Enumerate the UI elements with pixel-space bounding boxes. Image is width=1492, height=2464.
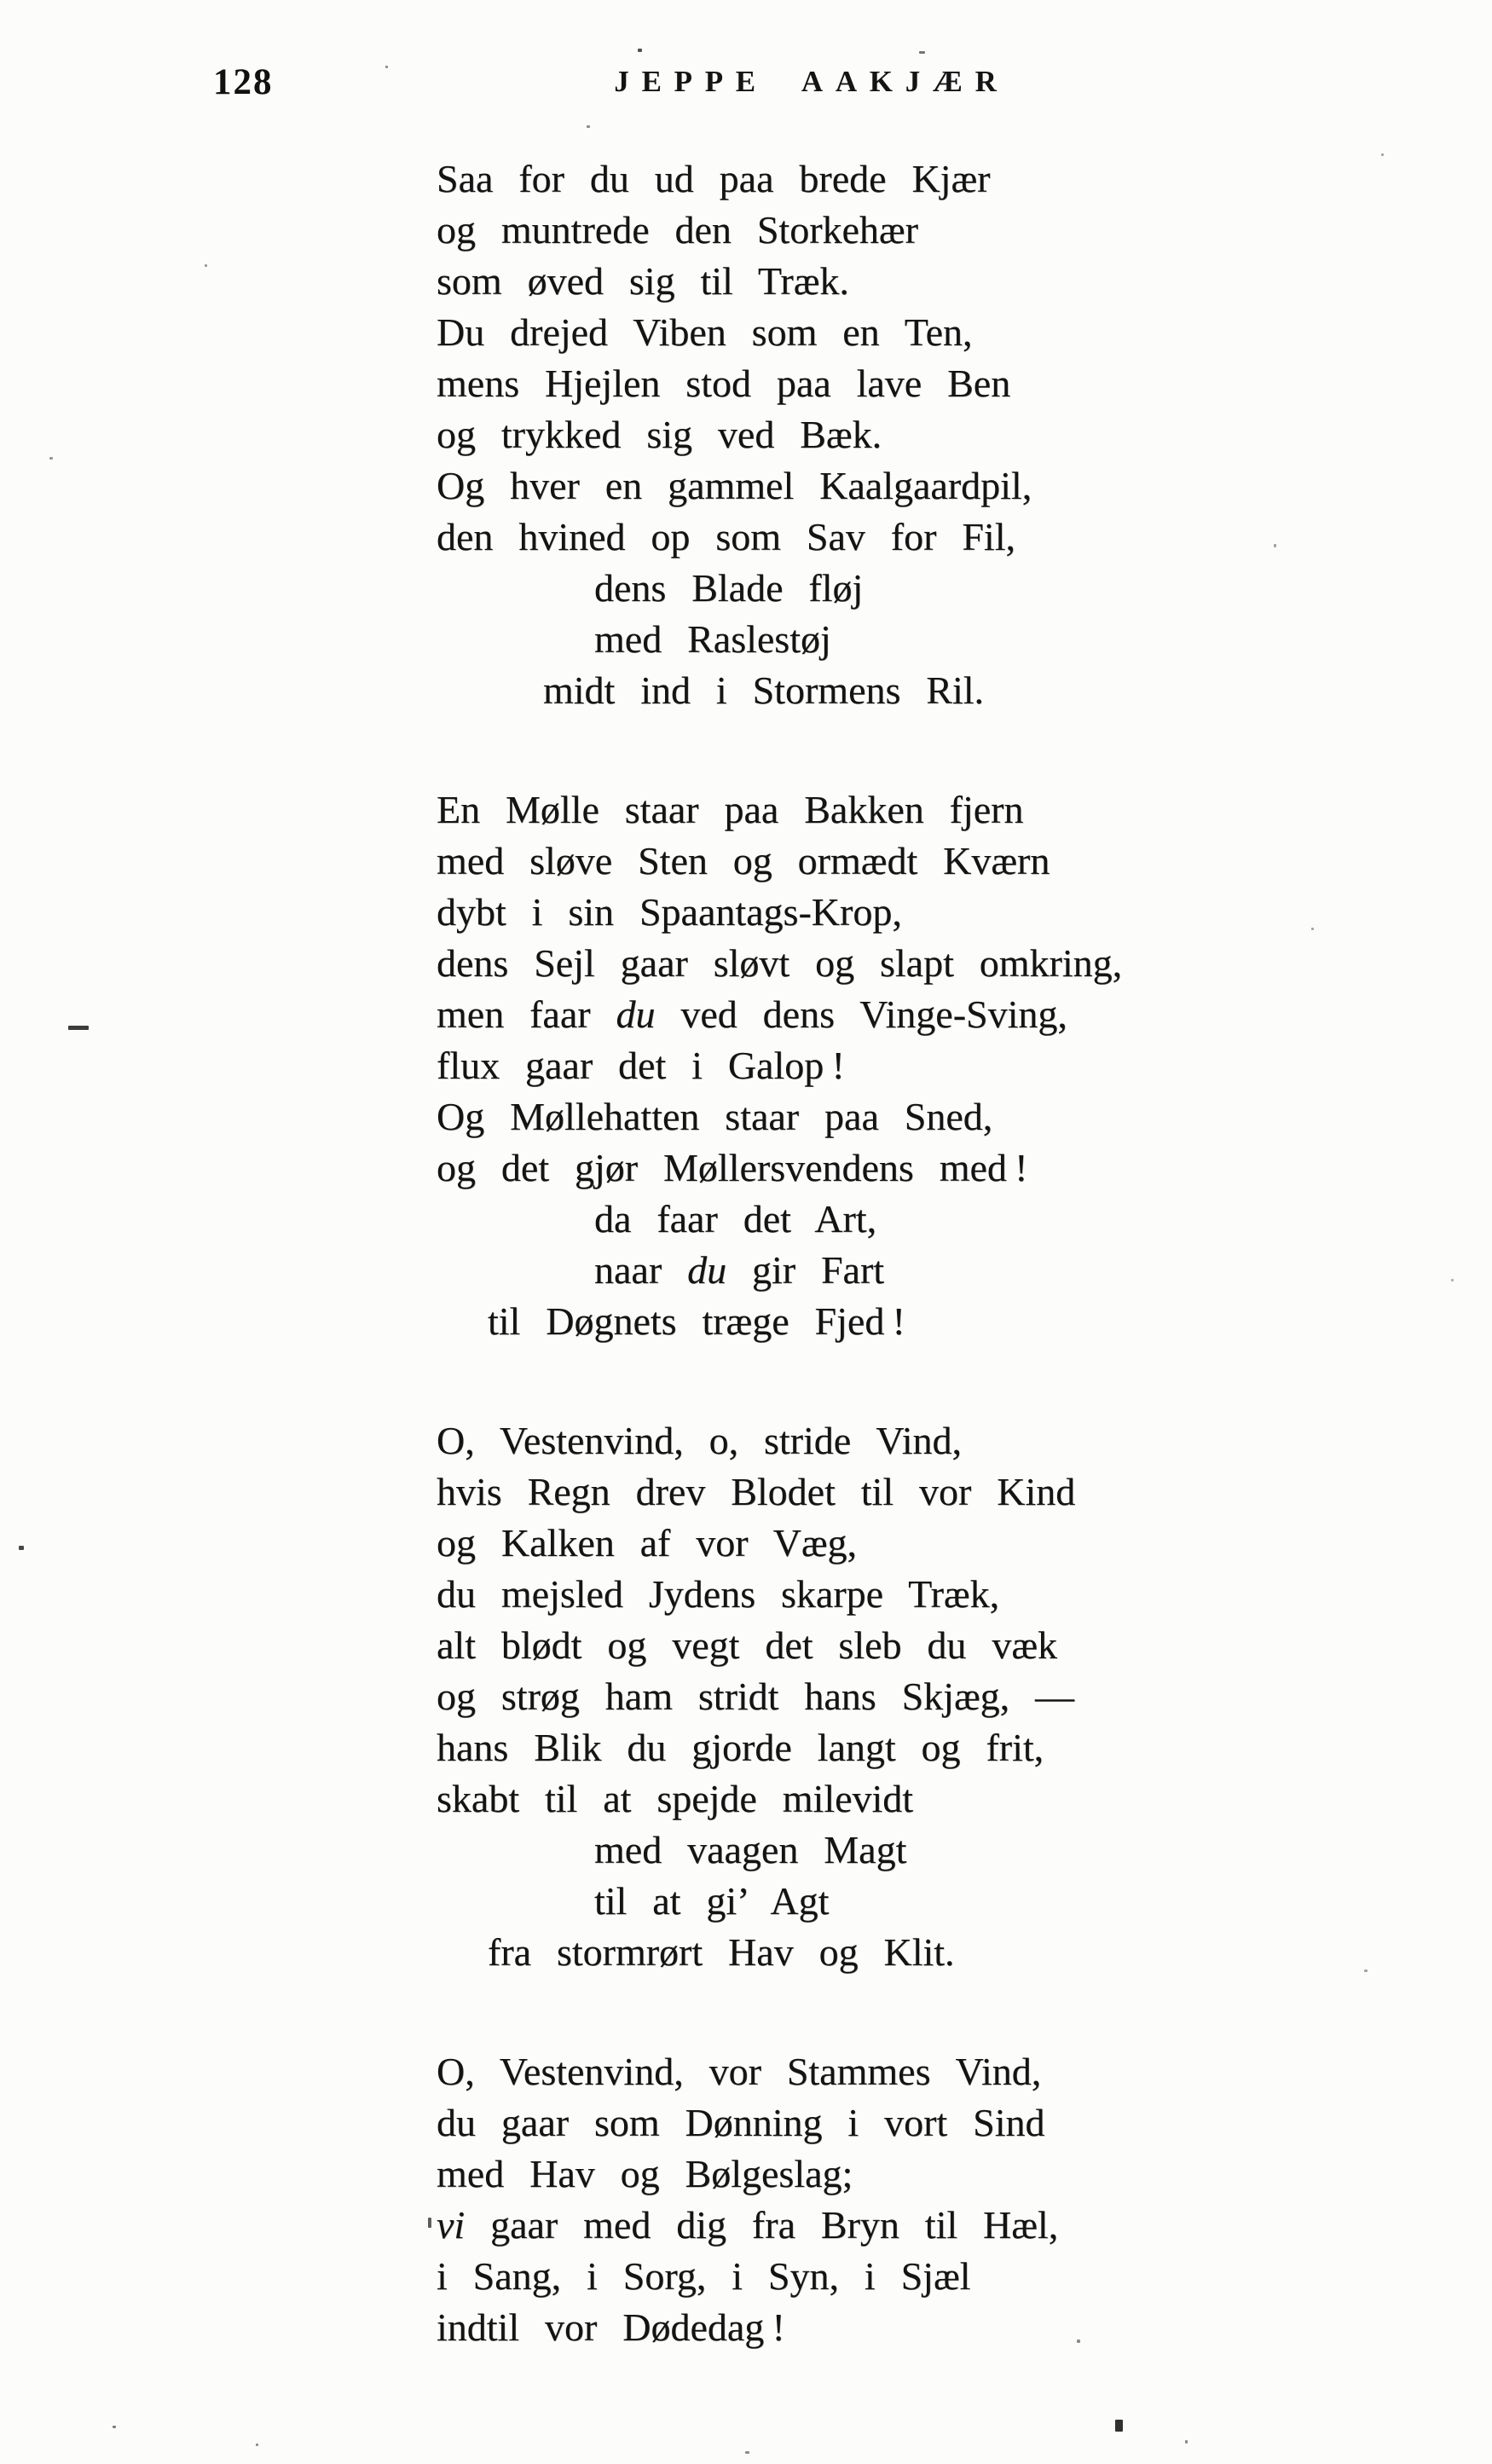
poem-line <box>437 1825 1255 1876</box>
poem-line <box>437 1466 1255 1518</box>
scan-speck <box>385 66 388 68</box>
poem-text: hvis Regn drev Blodet til vor Kind <box>437 1470 1076 1513</box>
poem-line <box>437 2149 1255 2200</box>
poem-line <box>437 784 1255 836</box>
poem-text: og strøg ham stridt hans Skjæg, — <box>437 1674 1075 1718</box>
poem-text: dybt i sin Spaantags-Krop, <box>437 890 902 934</box>
poem-line <box>437 1091 1255 1142</box>
scan-speck <box>1451 1279 1454 1281</box>
poem-text: O, Vestenvind, vor Stammes Vind, <box>437 2050 1042 2093</box>
poem-line <box>437 512 1255 563</box>
poem-text: O, Vestenvind, o, stride Vind, <box>437 1419 963 1462</box>
poem <box>437 153 1255 2421</box>
poem-text: og muntrede den Storkehær <box>437 208 918 252</box>
scan-speck <box>1185 2440 1188 2444</box>
poem-line <box>437 1876 1255 1927</box>
scan-speck <box>638 49 642 52</box>
stanza <box>437 153 1255 716</box>
poem-text: En Mølle staar paa Bakken fjern <box>437 788 1024 831</box>
poem-text: dens Blade fløj <box>594 566 864 610</box>
scan-speck <box>1381 153 1384 156</box>
poem-text: Saa for du ud paa brede Kjær <box>437 157 991 200</box>
poem-line <box>437 460 1255 512</box>
poem-line <box>437 2251 1255 2302</box>
page-number: 128 <box>213 62 274 102</box>
scan-speck <box>587 125 590 128</box>
scan-speck <box>1115 2420 1123 2432</box>
poem-text: mens Hjejlen stod paa lave Ben <box>437 362 1011 405</box>
poem-text: Og hver en gammel Kaalgaardpil, <box>437 464 1032 507</box>
poem-text: den hvined op som Sav for Fil, <box>437 515 1015 558</box>
poem-line <box>437 1296 1255 1347</box>
poem-line <box>437 256 1255 307</box>
scan-speck <box>205 264 207 267</box>
scan-speck <box>113 2426 116 2428</box>
poem-text: med sløve Sten og ormædt Kværn <box>437 839 1050 882</box>
poem-line <box>437 563 1255 614</box>
poem-text: med Raslestøj <box>594 617 831 661</box>
scan-speck <box>1274 544 1276 547</box>
poem-line <box>437 2046 1255 2097</box>
poem-text: naar <box>594 1248 688 1292</box>
poem-line <box>437 989 1255 1040</box>
poem-line <box>437 205 1255 256</box>
scan-speck <box>19 1546 24 1550</box>
poem-line <box>437 1194 1255 1245</box>
stanza <box>437 2046 1255 2353</box>
poem-text: da faar det Art, <box>594 1197 877 1241</box>
scan-speck <box>745 2451 749 2454</box>
poem-text: Og Møllehatten staar paa Sned, <box>437 1095 993 1138</box>
poem-text: i Sang, i Sorg, i Syn, i Sjæl <box>437 2254 971 2298</box>
poem-line <box>437 2097 1255 2149</box>
poem-line <box>437 614 1255 665</box>
poem-text: du gaar som Dønning i vort Sind <box>437 2101 1045 2144</box>
scan-speck <box>49 457 53 460</box>
poem-line <box>437 1927 1255 1978</box>
poem-text: dens Sejl gaar sløvt og slapt omkring, <box>437 941 1123 985</box>
poem-word-italic: vi <box>437 2203 466 2247</box>
poem-text: Du drejed Viben som en Ten, <box>437 310 973 354</box>
poem-word-italic: du <box>687 1248 727 1292</box>
running-header: JEPPE AAKJÆR <box>614 65 1009 98</box>
poem-line <box>437 1415 1255 1466</box>
poem-text: skabt til at spejde milevidt <box>437 1777 914 1820</box>
poem-text: gir Fart <box>726 1248 885 1292</box>
scan-speck <box>428 2218 431 2228</box>
scan-speck <box>919 51 925 54</box>
poem-text: midt ind i Stormens Ril. <box>543 668 985 712</box>
poem-line <box>437 1518 1255 1569</box>
poem-text: flux gaar det i Galop ! <box>437 1044 845 1087</box>
poem-text: ved dens Vinge-Sving, <box>655 992 1067 1036</box>
stanza <box>437 784 1255 1347</box>
poem-text: fra stormrørt Hav og Klit. <box>488 1930 955 1974</box>
stanza <box>437 1415 1255 1978</box>
poem-line <box>437 1671 1255 1722</box>
poem-line <box>437 358 1255 409</box>
poem-line <box>437 665 1255 716</box>
poem-line <box>437 1142 1255 1194</box>
poem-line <box>437 938 1255 989</box>
poem-text: og Kalken af vor Væg, <box>437 1521 858 1565</box>
poem-line <box>437 1569 1255 1620</box>
poem-text: med vaagen Magt <box>594 1828 907 1871</box>
poem-text: hans Blik du gjorde langt og frit, <box>437 1726 1044 1769</box>
poem-text: og det gjør Møllersvendens med ! <box>437 1146 1028 1189</box>
poem-line <box>437 153 1255 205</box>
poem-line <box>437 1722 1255 1773</box>
poem-line <box>437 836 1255 887</box>
poem-text: gaar med dig fra Bryn til Hæl, <box>465 2203 1059 2247</box>
poem-line <box>437 409 1255 460</box>
poem-text: med Hav og Bølgeslag; <box>437 2152 853 2195</box>
poem-text: alt blødt og vegt det sleb du væk <box>437 1623 1058 1667</box>
poem-line <box>437 1245 1255 1296</box>
poem-text: du mejsled Jydens skarpe Træk, <box>437 1572 1000 1616</box>
scan-speck <box>1364 1969 1368 1972</box>
poem-word-italic: du <box>616 992 656 1036</box>
poem-line <box>437 1773 1255 1825</box>
poem-text: men faar <box>437 992 616 1036</box>
poem-line <box>437 887 1255 938</box>
poem-line <box>437 2302 1255 2353</box>
poem-text: til Døgnets træge Fjed ! <box>488 1299 905 1343</box>
scan-speck <box>68 1026 89 1030</box>
scan-speck <box>1311 928 1314 930</box>
poem-text: indtil vor Dødedag ! <box>437 2305 785 2349</box>
poem-line <box>437 2200 1255 2251</box>
poem-text: til at gi’ Agt <box>594 1879 830 1923</box>
poem-line <box>437 1620 1255 1671</box>
poem-line <box>437 1040 1255 1091</box>
poem-line <box>437 307 1255 358</box>
poem-text: som øved sig til Træk. <box>437 259 849 303</box>
scan-speck <box>256 2444 258 2446</box>
poem-text: og trykked sig ved Bæk. <box>437 413 882 456</box>
